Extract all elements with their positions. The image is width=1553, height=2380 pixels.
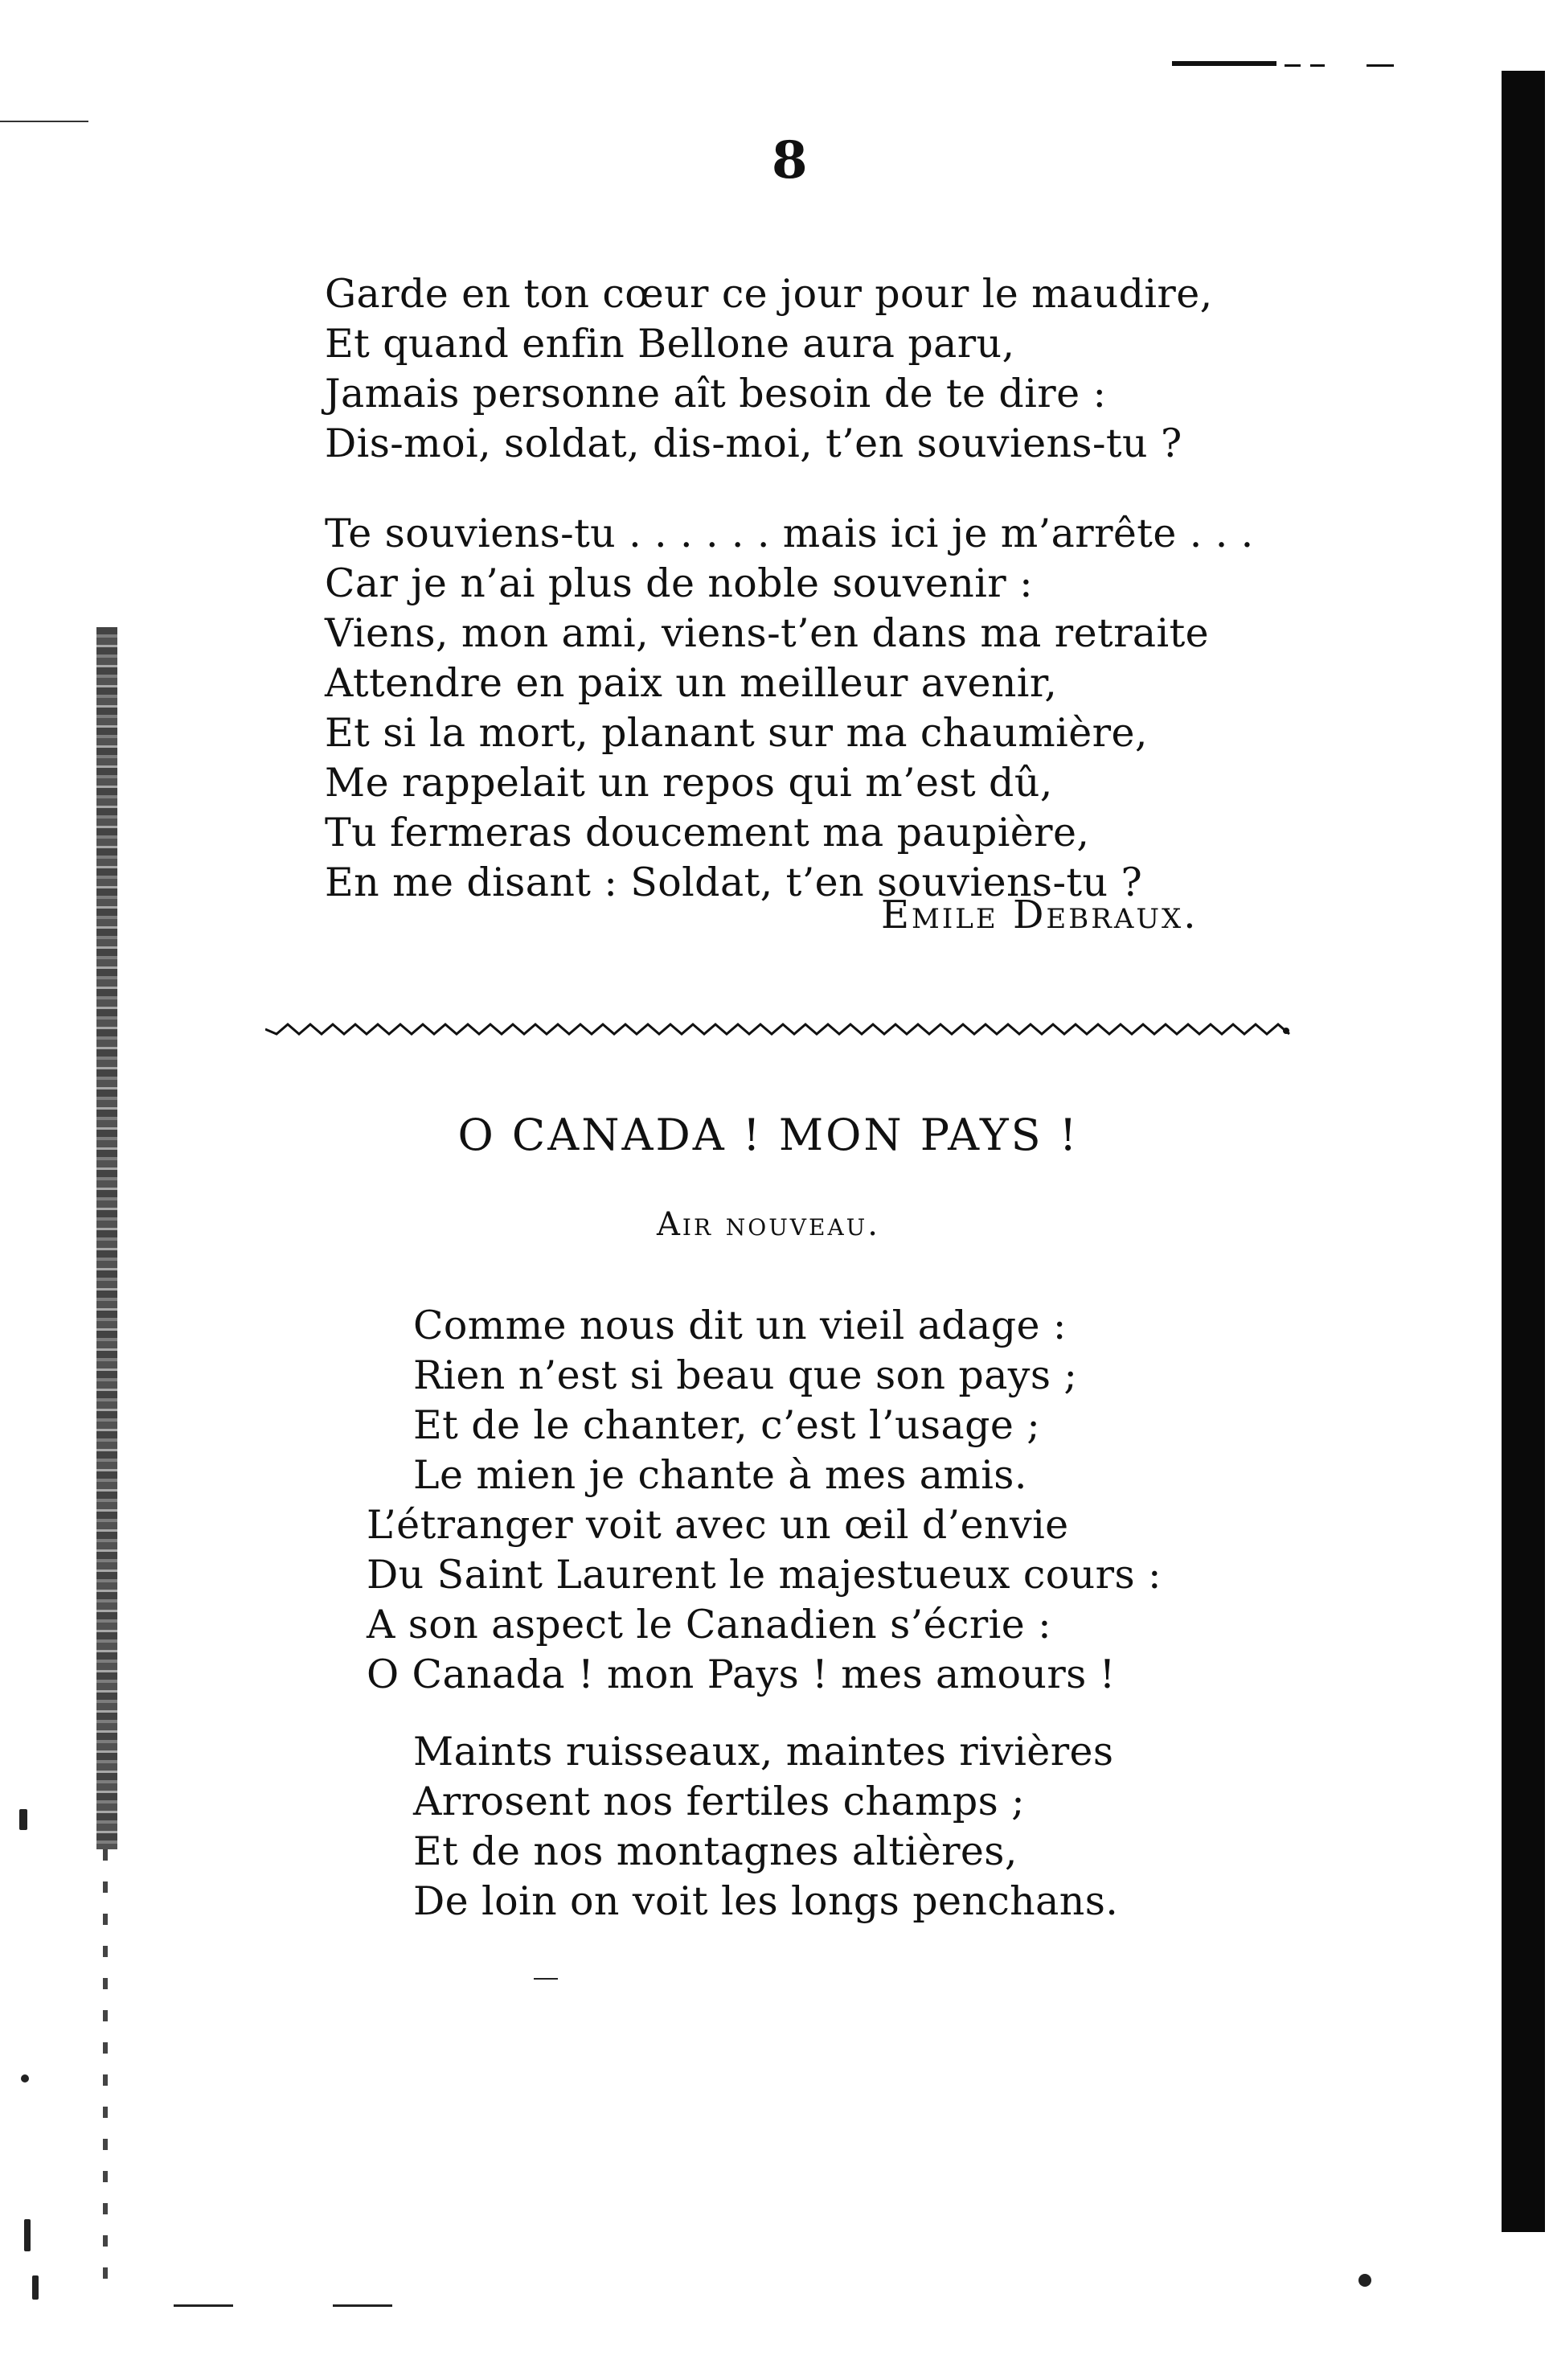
verse-line: Te souviens-tu . . . . . . mais ici je m’arrête . . .: [325, 511, 1254, 556]
verse-line: Me rappelait un repos qui m’est dû,: [325, 760, 1053, 806]
verse-line: Arrosent nos fertiles champs ;: [413, 1779, 1026, 1824]
verse-line: Et de nos montagnes altières,: [413, 1828, 1018, 1874]
bottom-dash: [333, 2304, 392, 2307]
wavy-separator: [265, 1021, 1291, 1037]
verse-line: En me disant : Soldat, t’en souviens-tu ?: [325, 860, 1143, 905]
poem1-stanza-1: [325, 269, 1213, 469]
bottom-dash: [534, 1978, 558, 1980]
verse-line: Attendre en paix un meilleur avenir,: [325, 660, 1058, 706]
top-rule-mark: [1285, 64, 1301, 67]
ink-speck: [24, 2219, 31, 2251]
verse-line: Et de le chanter, c’est l’usage ;: [413, 1402, 1041, 1448]
ink-speck: [1358, 2274, 1371, 2287]
verse-line: A son aspect le Canadien s’écrie :: [367, 1602, 1052, 1648]
page-number: 8: [772, 130, 808, 191]
poem1-stanza-2: [325, 509, 1254, 908]
ink-speck: [19, 1809, 27, 1830]
page-gutter-marks: [103, 1849, 108, 2300]
verse-line: Garde en ton cœur ce jour pour le maudire,: [325, 271, 1213, 317]
edge-line: [0, 121, 88, 122]
verse-line: L’étranger voit avec un œil d’envie: [367, 1502, 1069, 1548]
verse-line: Car je n’ai plus de noble souvenir :: [325, 560, 1034, 606]
verse-line: O Canada ! mon Pays ! mes amours !: [367, 1652, 1116, 1697]
song-air-text: Air nouveau.: [657, 1206, 880, 1243]
top-rule-mark: [1367, 64, 1394, 67]
bottom-dash: [174, 2304, 233, 2307]
verse-line: Et quand enfin Bellone aura paru,: [325, 321, 1015, 367]
verse-line: Viens, mon ami, viens-t’en dans ma retraite: [325, 610, 1210, 656]
verse-line: Et si la mort, planant sur ma chaumière,: [325, 710, 1148, 756]
verse-line: Rien n’est si beau que son pays ;: [413, 1352, 1078, 1398]
verse-line: Jamais personne aît besoin de te dire :: [325, 371, 1107, 416]
song-title-text: O CANADA ! MON PAYS !: [457, 1110, 1080, 1160]
ink-speck: [32, 2275, 39, 2300]
verse-line: Comme nous dit un vieil adage :: [413, 1303, 1067, 1348]
top-rule-mark: [1310, 64, 1325, 67]
top-rule-mark: [1172, 61, 1276, 66]
song-stanza-2: [367, 1727, 1118, 1927]
ink-speck: [21, 2074, 29, 2082]
song-stanza-1: [367, 1301, 1162, 1700]
song-title: [0, 1110, 1553, 1160]
verse-line: Tu fermeras doucement ma paupière,: [325, 810, 1090, 856]
verse-line: Maints ruisseaux, maintes rivières: [413, 1729, 1114, 1775]
poem-author: Emile Debraux.: [881, 892, 1199, 938]
verse-line: Du Saint Laurent le majestueux cours :: [367, 1552, 1162, 1598]
song-air: [0, 1206, 1553, 1243]
verse-line: De loin on voit les longs penchans.: [413, 1878, 1119, 1924]
verse-line: Dis-moi, soldat, dis-moi, t’en souviens-tu ?: [325, 421, 1182, 466]
verse-line: Le mien je chante à mes amis.: [413, 1452, 1027, 1498]
